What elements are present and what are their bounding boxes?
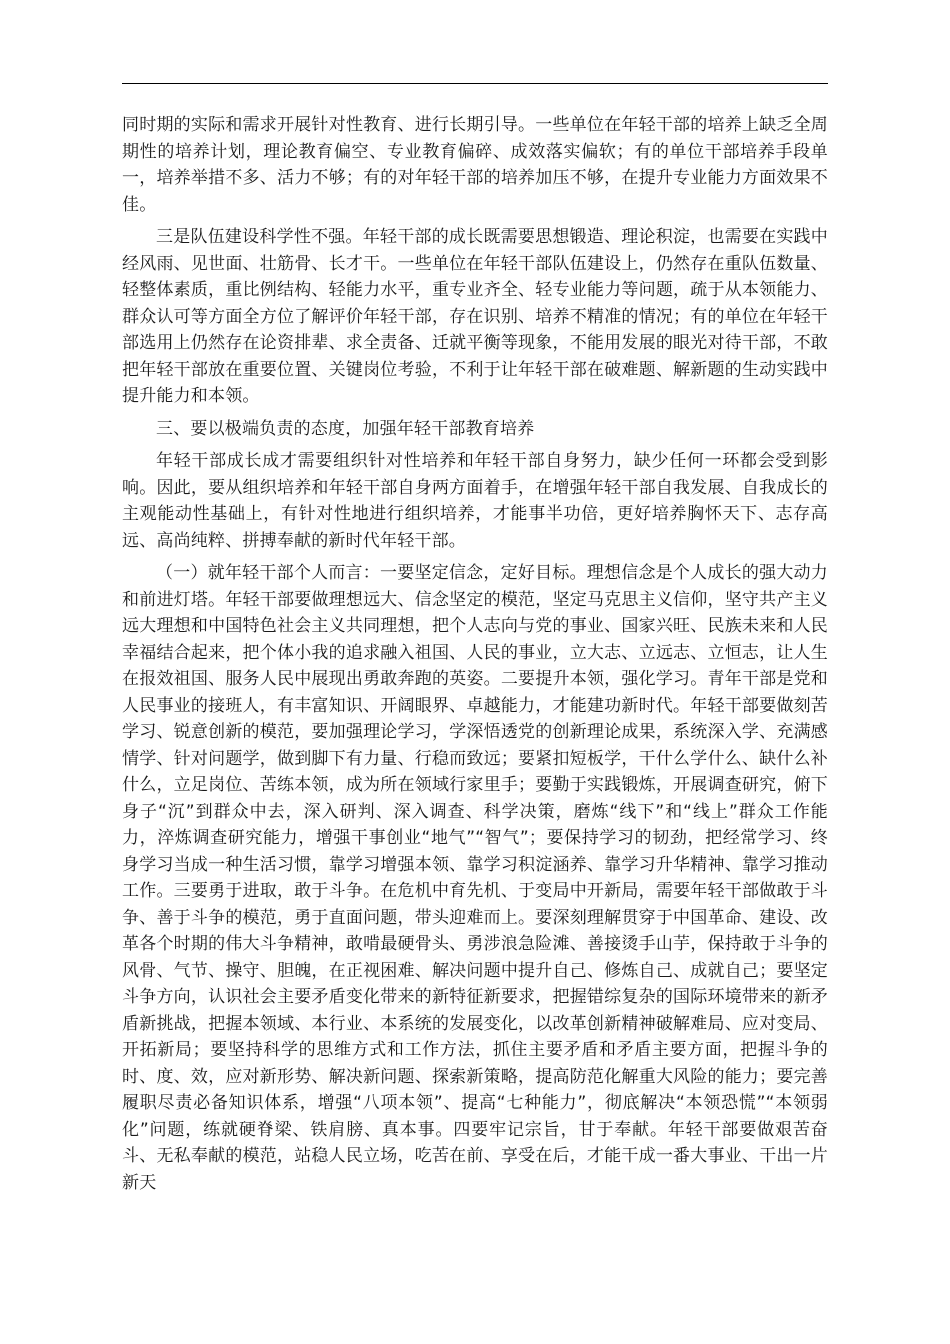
- paragraph-intro-training: 年轻干部成长成才需要组织针对性培养和年轻干部自身努力，缺少任何一环都会受到影响。因此，要从组织培养和年轻干部自身两方面着手，在增强年轻干部自我发展、自我成长的主观能动性基础上，有针对性地进行组织培养，才能事半功倍，更好培养胸怀天下、志存高远、高尚纯粹、拼搏奉献的新时代年轻干部。: [122, 451, 828, 551]
- header-divider: [122, 83, 828, 84]
- paragraph-individual-cadres: （一）就年轻干部个人而言：一要坚定信念，定好目标。理想信念是个人成长的强大动力和前进灯塔。年轻干部要做理想远大、信念坚定的模范，坚定马克思主义信仰，坚守共产主义远大理想和中国特色社会主义共同理想，把个人志向与党的事业、国家兴旺、民族未来和人民幸福结合起来，把个体小我的追求融入祖国、人民的事业，立大志、立远志、立恒志，让人生在报效祖国、服务人民中展现出勇敢奔跑的英姿。二要提升本领，强化学习。青年干部是党和人民事业的接班人，有丰富知识、开阔眼界、卓越能力，才能建功新时代。年轻干部要做刻苦学习、锐意创新的模范，要加强理论学习，学深悟透党的创新理论成果，系统深入学、充满感情学、针对问题学，做到脚下有力量、行稳而致远；要紧扣短板学，干什么学什么、缺什么补什么，立足岗位、苦练本领，成为所在领域行家里手；要勤于实践锻炼，开展调查研究，俯下身子“沉”到群众中去，深入研判、深入调查、科学决策，磨炼“线下”和“线上”群众工作能力，淬炼调查研究能力，增强干事创业“地气”“智气”；要保持学习的韧劲，把经常学习、终身学习当成一种生活习惯，靠学习增强本领、靠学习积淀涵养、靠学习升华精神、靠学习推动工作。三要勇于进取，敢于斗争。在危机中育先机、于变局中开新局，需要年轻干部做敢于斗争、善于斗争的模范，勇于直面问题，带头迎难而上。要深刻理解贯穿于中国革命、建设、改革各个时期的伟大斗争精神，敢啃最硬骨头、勇涉浪急险滩、善接烫手山芋，保持敢于斗争的风骨、气节、操守、胆魄，在正视困难、解决问题中提升自己、修炼自己、成就自己；要坚定斗争方向，认识社会主要矛盾变化带来的新特征新要求，把握错综复杂的国际环境带来的新矛盾新挑战，把握本领域、本行业、本系统的发展变化，以改革创新精神破解难局、应对变局、开拓新局；要坚持科学的思维方式和工作方法，抓住主要矛盾和矛盾主要方面，把握斗争的时、度、效，应对新形势、解决新问题、探索新策略，提高防范化解重大风险的能力；要完善履职尽责必备知识体系，增强“八项本领”、提高“七种能力”，彻底解决“本领恐慌”“本领弱化”问题，练就硬脊梁、铁肩膀、真本事。四要牢记宗旨，甘于奉献。年轻干部要做艰苦奋斗、无私奉献的模范，站稳人民立场，吃苦在前、享受在后，才能干成一番大事业、干出一片新天: [122, 563, 828, 1193]
- paragraph-continuation: 同时期的实际和需求开展针对性教育、进行长期引导。一些单位在年轻干部的培养上缺乏全周期性的培养计划，理论教育偏空、专业教育偏碎、成效落实偏软；有的单位干部培养手段单一，培养举措不多、活力不够；有的对年轻干部的培养加压不够，在提升专业能力方面效果不佳。: [122, 115, 828, 215]
- section-heading-three: 三、要以极端负责的态度，加强年轻干部教育培养: [156, 418, 535, 439]
- paragraph-team-building: 三是队伍建设科学性不强。年轻干部的成长既需要思想锻造、理论积淀，也需要在实践中经风雨、见世面、壮筋骨、长才干。一些单位在年轻干部队伍建设上，仍然存在重队伍数量、轻整体素质，重比例结构、轻能力水平，重专业齐全、轻专业能力等问题，疏于从本领能力、群众认可等方面全方位了解评价年轻干部，存在识别、培养不精准的情况；有的单位在年轻干部选用上仍然存在论资排辈、求全责备、迁就平衡等现象，不能用发展的眼光对待干部，不敢把年轻干部放在重要位置、关键岗位考验，不利于让年轻干部在破难题、解新题的生动实践中提升能力和本领。: [122, 227, 828, 406]
- document-body: [122, 112, 828, 1202]
